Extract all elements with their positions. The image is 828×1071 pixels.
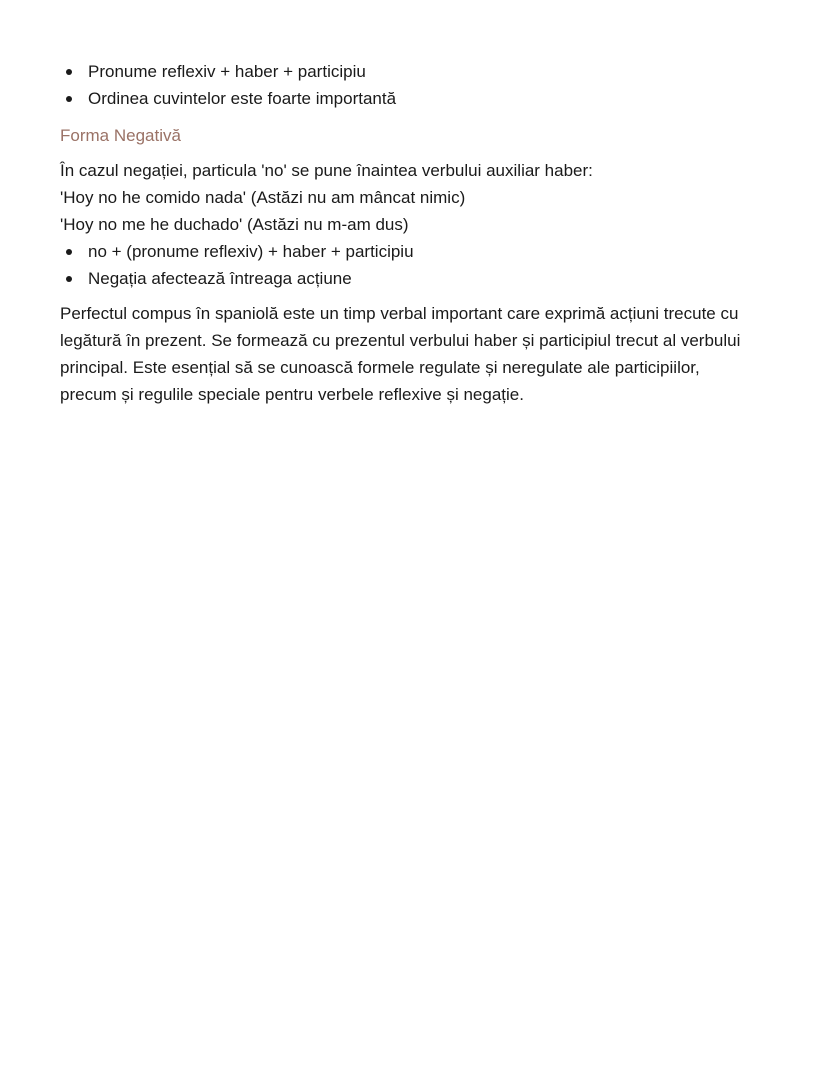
explanation-line: În cazul negației, particula 'no' se pune înaintea verbului auxiliar haber:: [60, 161, 593, 180]
summary-paragraph: Perfectul compus în spaniolă este un timp verbal important care exprimă acțiuni trecute cu legătură în prezent. Se formează cu prezentul verbului haber și participiul trecut al verbului principal. Este esențial să se cunoască formele regulate și neregulate ale participiilor, precum și regulile speciale pentru verbele reflexive și negație.: [60, 304, 741, 404]
document-page: [60, 58, 760, 408]
reflexive-rules-list: [60, 58, 760, 112]
example-line: 'Hoy no he comido nada' (Astăzi nu am mâncat nimic): [60, 188, 466, 207]
list-item: Ordinea cuvintelor este foarte importantă: [88, 85, 760, 112]
list-item: Pronume reflexiv + haber + participiu: [88, 58, 760, 85]
list-item: no + (pronume reflexiv) + haber + participiu: [88, 238, 760, 265]
negative-rules-list: [60, 238, 760, 292]
section-heading-negative: Forma Negativă: [60, 126, 181, 145]
negative-explanation: [60, 157, 760, 238]
example-line: 'Hoy no me he duchado' (Astăzi nu m-am dus): [60, 215, 409, 234]
list-item: Negația afectează întreaga acțiune: [88, 265, 760, 292]
